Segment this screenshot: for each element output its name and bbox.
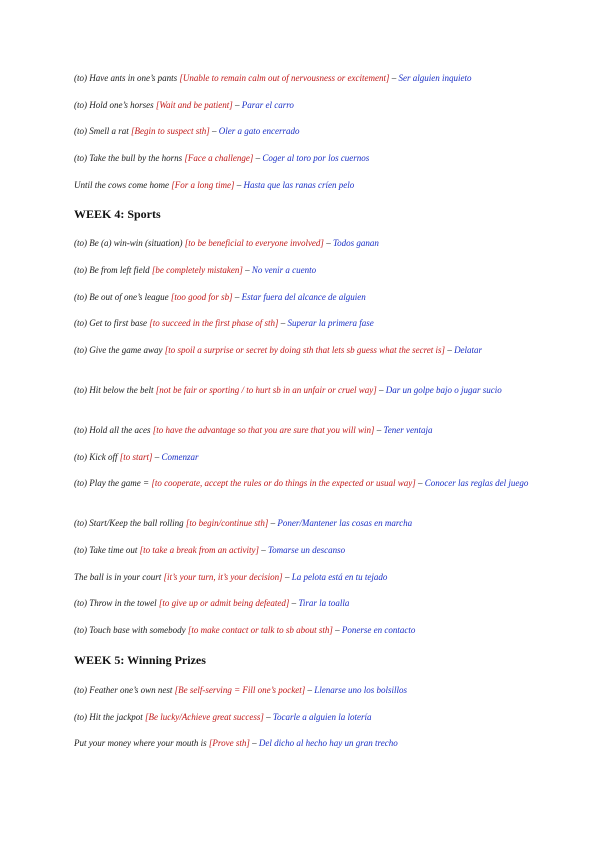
idiom-definition: [Be lucky/Achieve great success] — [144, 712, 264, 722]
idiom-spanish: Hasta que las ranas críen pelo — [243, 180, 355, 190]
idiom-english: (to) Take time out — [74, 545, 138, 555]
idiom-definition: [it’s your turn, it’s your decision] — [163, 572, 283, 582]
idiom-definition: [to succeed in the first phase of sth] — [149, 318, 279, 328]
idiom-entry — [74, 178, 530, 192]
idiom-english: (to) Be from left field — [74, 265, 150, 275]
idiom-english: Put your money where your mouth is — [74, 738, 207, 748]
idiom-spanish: Oler a gato encerrado — [218, 126, 300, 136]
idiom-english: (to) Give the game away — [74, 345, 163, 355]
idiom-english: (to) Get to first base — [74, 318, 147, 328]
idiom-definition: [not be fair or sporting / to hurt sb in an unfair or cruel way] — [155, 385, 377, 395]
separator-dash: – — [234, 292, 240, 302]
idiom-spanish: Tirar la toalla — [298, 598, 350, 608]
idiom-english: (to) Have ants in one’s pants — [74, 73, 178, 83]
separator-dash: – — [335, 625, 340, 635]
separator-dash: – — [326, 238, 331, 248]
idiom-english: (to) Kick off — [74, 452, 118, 462]
idiom-spanish: Llenarse uno los bolsillos — [314, 685, 407, 695]
idiom-spanish: Ser alguien inquieto — [398, 73, 472, 83]
idiom-definition: [to take a break from an activity] — [139, 545, 259, 555]
idiom-english: Until the cows come home — [74, 180, 169, 190]
idiom-definition: [too good for sb] — [170, 292, 233, 302]
idiom-english: The ball is in your court — [74, 572, 162, 582]
idiom-entry — [74, 290, 530, 304]
separator-dash: – — [376, 425, 382, 435]
idiom-spanish: Poner/Mantener las cosas en marcha — [277, 518, 413, 528]
idiom-definition: [to have the advantage so that you are sure that you will win] — [152, 425, 375, 435]
idiom-english: (to) Start/Keep the ball rolling — [74, 518, 184, 528]
idiom-entry — [74, 543, 530, 557]
separator-dash: – — [418, 478, 423, 488]
idiom-definition: [to make contact or talk to sb about sth] — [187, 625, 333, 635]
separator-dash: – — [255, 153, 261, 163]
idiom-spanish: Estar fuera del alcance de alguien — [241, 292, 366, 302]
idiom-entry — [74, 570, 530, 584]
idiom-definition: [be completely mistaken] — [151, 265, 243, 275]
idiom-spanish: Parar el carro — [241, 100, 294, 110]
idiom-definition: [to cooperate, accept the rules or do things in the expected or usual way] — [151, 478, 416, 488]
idiom-english: (to) Hit the jackpot — [74, 712, 143, 722]
idiom-english: (to) Take the bull by the horns — [74, 153, 183, 163]
idiom-spanish: Dar un golpe bajo o jugar sucio — [385, 385, 502, 395]
idiom-english: (to) Touch base with somebody — [74, 625, 186, 635]
separator-dash: – — [235, 100, 240, 110]
separator-dash: – — [245, 265, 250, 275]
separator-dash: – — [280, 318, 286, 328]
idiom-spanish: Tener ventaja — [383, 425, 433, 435]
separator-dash: – — [212, 126, 217, 136]
idiom-spanish: Tocarle a alguien la lotería — [272, 712, 372, 722]
idiom-entry — [74, 450, 530, 464]
separator-dash: – — [284, 572, 290, 582]
idiom-entry — [74, 71, 530, 85]
separator-dash: – — [236, 180, 242, 190]
idiom-entry — [74, 124, 530, 138]
idiom-definition: [to give up or admit being defeated] — [158, 598, 290, 608]
idiom-definition: [to begin/continue sth] — [185, 518, 269, 528]
idiom-entry — [74, 516, 530, 530]
idiom-english: (to) Play the game = — [74, 478, 150, 488]
idiom-definition: [to start] — [119, 452, 153, 462]
idiom-definition: [Begin to suspect sth] — [131, 126, 210, 136]
idiom-entry — [74, 98, 530, 112]
idiom-definition: [Unable to remain calm out of nervousness or excitement] — [179, 73, 390, 83]
idiom-definition: [to be beneficial to everyone involved] — [184, 238, 324, 248]
idiom-entry — [74, 596, 530, 610]
idiom-entry — [74, 476, 530, 490]
idiom-definition: [Face a challenge] — [184, 153, 254, 163]
separator-dash: – — [391, 73, 397, 83]
idiom-spanish: Superar la primera fase — [287, 318, 374, 328]
idiom-spanish: Coger al toro por los cuernos — [262, 153, 370, 163]
idiom-definition: [Be self-serving = Fill one’s pocket] — [174, 685, 306, 695]
section-heading-week4: WEEK 4: Sports — [74, 207, 161, 221]
separator-dash: – — [252, 738, 257, 748]
idiom-entry — [74, 151, 530, 165]
idiom-entry — [74, 423, 530, 437]
idiom-entry — [74, 263, 530, 277]
idiom-entry — [74, 710, 530, 724]
idiom-entry — [74, 683, 530, 697]
idiom-entry — [74, 316, 530, 330]
idiom-spanish: Ponerse en contacto — [341, 625, 416, 635]
idiom-english: (to) Throw in the towel — [74, 598, 157, 608]
idiom-definition: [to spoil a surprise or secret by doing sth that lets sb guess what the secret is] — [164, 345, 446, 355]
idiom-english: (to) Hold one’s horses — [74, 100, 154, 110]
idiom-entry — [74, 383, 530, 397]
idiom-spanish: Delatar — [454, 345, 483, 355]
idiom-spanish: Comenzar — [161, 452, 199, 462]
separator-dash: – — [261, 545, 266, 555]
idiom-entry — [74, 343, 530, 357]
separator-dash: – — [154, 452, 160, 462]
idiom-definition: [Wait and be patient] — [155, 100, 233, 110]
idiom-english: (to) Feather one’s own nest — [74, 685, 173, 695]
idiom-spanish: Todos ganan — [332, 238, 379, 248]
separator-dash: – — [266, 712, 271, 722]
separator-dash: – — [270, 518, 276, 528]
separator-dash: – — [307, 685, 312, 695]
idiom-definition: [Prove sth] — [208, 738, 250, 748]
idiom-spanish: Conocer las reglas del juego — [424, 478, 529, 488]
separator-dash: – — [447, 345, 452, 355]
idiom-definition: [For a long time] — [171, 180, 235, 190]
idiom-english: (to) Be (a) win-win (situation) — [74, 238, 183, 248]
idiom-english: (to) Smell a rat — [74, 126, 129, 136]
idiom-spanish: La pelota está en tu tejado — [291, 572, 388, 582]
idiom-entry — [74, 236, 530, 250]
separator-dash: – — [291, 598, 297, 608]
idiom-spanish: No venir a cuento — [251, 265, 317, 275]
idiom-spanish: Tomarse un descanso — [267, 545, 346, 555]
idiom-entry — [74, 736, 530, 750]
idiom-entry — [74, 623, 530, 637]
idiom-english: (to) Hold all the aces — [74, 425, 151, 435]
separator-dash: – — [379, 385, 384, 395]
idiom-english: (to) Hit below the belt — [74, 385, 154, 395]
section-heading-week5: WEEK 5: Winning Prizes — [74, 653, 206, 667]
idiom-english: (to) Be out of one’s league — [74, 292, 169, 302]
idiom-spanish: Del dicho al hecho hay un gran trecho — [258, 738, 398, 748]
